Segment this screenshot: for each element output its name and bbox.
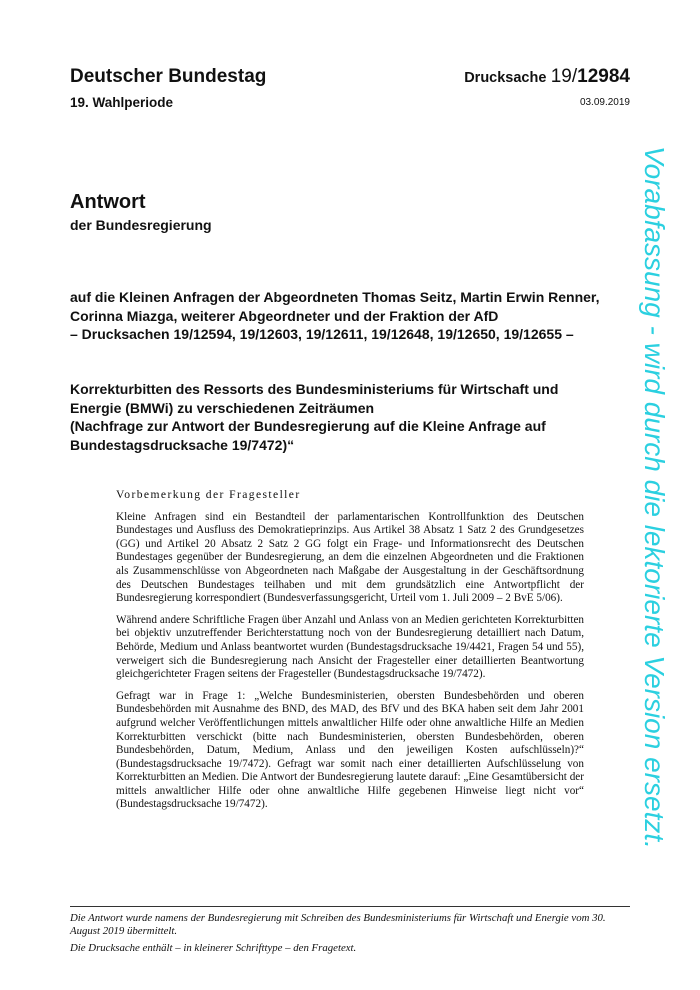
subject-heading xyxy=(70,380,630,454)
inquiry-heading xyxy=(70,288,630,344)
inquiry-line: – Drucksachen 19/12594, 19/12603, 19/12611, 19/12648, 19/12650, 19/12655 – xyxy=(70,326,574,342)
footer-note: Die Antwort wurde namens der Bundesregierung mit Schreiben des Bundesministeriums für Wirtschaft und Energie vom 30. August 2019 übermittelt. xyxy=(70,912,606,938)
document-number-prefix: 19/ xyxy=(550,66,578,87)
preliminary-paragraph: Kleine Anfragen sind ein Bestandteil der parlamentarischen Kontrollfunktion des Deutschen Bundestages und Ausfluss des Demokratieprinzips. Aus Artikel 38 Absatz 1 Satz 2 des Grundgesetzes (GG) und Artikel 20 Absatz 2 Satz 2 GG folgt ein Frage- und Informationsrecht des Deutschen Bundestages gegenüber der Bundesregierung, an dem die einzelnen Abgeordneten und die Fraktionen als Zusammenschlüsse von Abgeordneten nach Maßgabe der Ausgestaltung in der Geschäftsordnung des Deutschen Bundestages teilhaben und mit dem grundsätzlich eine Antwortpflicht der Bundesregierung korrespondiert (Bundesverfassungsgericht, Urteil vom 1. Juli 2009 – 2 BvE 5/06). xyxy=(116,510,584,605)
footer-note: Die Drucksache enthält – in kleinerer Schrifttype – den Fragetext. xyxy=(70,941,357,954)
preliminary-title: Vorbemerkung der Fragesteller xyxy=(116,488,301,501)
document-title: Antwort xyxy=(70,191,146,213)
subject-line: Bundestagsdrucksache 19/7472)“ xyxy=(70,436,295,453)
subject-line: (Nachfrage zur Antwort der Bundesregierung auf die Kleine Anfrage auf xyxy=(70,418,546,434)
preliminary-remarks xyxy=(116,488,584,820)
subject-line: Energie (BMWi) zu verschiedenen Zeiträumen xyxy=(70,399,375,416)
document-label: Drucksache xyxy=(464,70,547,86)
inquiry-line: auf die Kleinen Anfragen der Abgeordneten Thomas Seitz, Martin Erwin Renner, xyxy=(70,289,600,305)
document-subtitle: der Bundesregierung xyxy=(70,217,212,233)
footer-notes xyxy=(70,912,632,958)
footer-divider xyxy=(70,906,630,907)
preliminary-paragraph: Gefragt war in Frage 1: „Welche Bundesministerien, obersten Bundesbehörden und oberen Bundesbehörden mit Ausnahme des BND, des MAD, des BfV und des BKA haben seit dem Jahr 2001 aufgrund welcher Veröffentlichungen mittels anwaltlicher Hilfe oder ohne anwaltliche Hilfe an Medien Korrekturbitten verschickt (bitte nach Bundesministerien, obersten Bundesbehörden, oberen Bundesbehörden, Datum, Medium, Anlass und den jeweiligen Kosten aufschlüsseln)?“ (Bundestagsdrucksache 19/7472). Gefragt war somit nach einer detaillierten Aufschlüsselung von Korrekturbitten an Medien. Die Antwort der Bundesregierung lautete darauf: „Eine Gesamtübersicht der mittels anwaltlicher Hilfe oder ohne anwaltliche Hilfe gegebenen Hinweise liegt nicht vor“ (Bundestagsdrucksache 19/7472). xyxy=(116,689,584,811)
document-date: 03.09.2019 xyxy=(579,97,630,108)
draft-watermark: Vorabfassung - wird durch die lektorierte Version ersetzt. xyxy=(639,145,670,849)
inquiry-line: Corinna Miazga, weiterer Abgeordneter und der Fraktion der AfD xyxy=(70,307,499,324)
organization-name: Deutscher Bundestag xyxy=(70,66,267,87)
subject-line: Korrekturbitten des Ressorts des Bundesministeriums für Wirtschaft und xyxy=(70,381,559,397)
document-number-value: 12984 xyxy=(577,66,630,87)
document-number xyxy=(464,66,630,88)
electoral-period: 19. Wahlperiode xyxy=(70,95,174,110)
preliminary-paragraph: Während andere Schriftliche Fragen über Anzahl und Anlass von an Medien gerichteten Korrekturbitten bei objektiv unzutreffender Berichterstattung noch von der Bundesregierung detailliert nach Datum, Behörde, Medium und Anlass beantwortet wurden (Bundestagsdrucksache 19/4421, Fragen 54 und 55), verweigert sich die Bundesregierung nach Ansicht der Fragesteller einer detaillierten Beantwortung gleichgerichteter Fragen seitens der Fragesteller (Bundestagsdrucksache 19/7472). xyxy=(116,613,584,681)
